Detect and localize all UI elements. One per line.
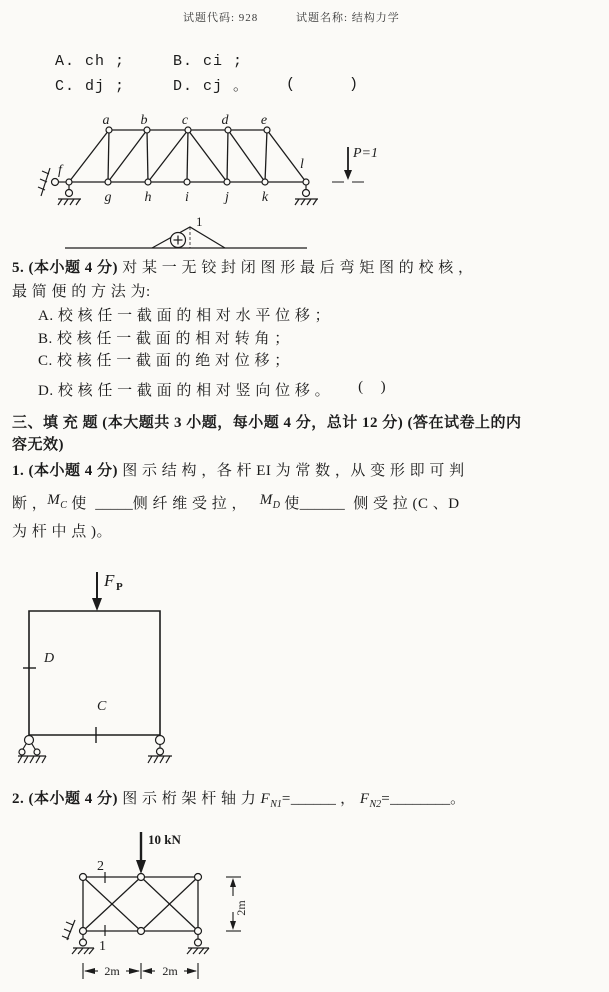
fn2-symbol (359, 791, 382, 810)
moment-c-symbol (47, 492, 67, 511)
truss1-right-support (295, 185, 318, 205)
fp-sub: P (116, 581, 123, 593)
truss2-figure (40, 822, 265, 990)
header-exam-name: 试题名称: 结构力学 (296, 12, 400, 24)
frame-label-d: D (44, 651, 55, 666)
fp-base: F (104, 571, 115, 590)
node-label-k: k (261, 190, 269, 205)
q2-number-score: 2. (本小题 4 分) (12, 791, 123, 807)
q4-option-a: A. ch ; (55, 53, 126, 70)
truss1-figure (28, 112, 388, 264)
q1-blank-2: ______ (299, 496, 345, 512)
node-label-h: h (144, 190, 152, 205)
q2-blank-2: ________ (390, 791, 451, 807)
q1-line2 (12, 494, 460, 520)
moment-d-symbol (259, 492, 280, 511)
unit-load-label: P=1 (353, 146, 378, 161)
unit-load-arrow (332, 146, 378, 182)
mc-sub: C (60, 500, 67, 511)
q5-option-d-line (38, 381, 386, 401)
truss2-load-label: 10 kN (148, 832, 181, 847)
q1-line3: 为 杆 中 点 )。 (12, 524, 112, 540)
frame-label-c: C (97, 699, 107, 714)
node-label-g: g (104, 190, 112, 205)
frame-outline (29, 611, 160, 735)
q1-l2-c: 使 (279, 496, 300, 512)
member-1-label: 1 (99, 939, 106, 954)
q2-separator: ， (335, 791, 360, 807)
q2-line (12, 789, 466, 815)
frame-point-labels (23, 651, 107, 743)
q1-l2-prefix: 断 ， (12, 496, 48, 512)
node-label-c: c (181, 113, 189, 128)
mc-base: M (47, 492, 61, 508)
member-2-label: 2 (97, 859, 104, 874)
truss2-member-labels (97, 859, 106, 954)
q5-option-b: B. 校 核 任 一 截 面 的 相 对 转 角 ； (38, 331, 290, 347)
q4-answer-blank: ( ) (286, 76, 359, 93)
q5-line1 (12, 258, 474, 278)
truss2-load-arrow (136, 832, 181, 874)
q1-stem-part1: 图 示 结 构 ，各 杆 EI 为 常 数 ，从 变 形 即 可 判 (122, 463, 465, 479)
q5-number-score: 5. (本小题 4 分) (12, 260, 123, 276)
q2-stem: 图 示 桁 架 杆 轴 力 (122, 791, 261, 807)
dim-bottom-right-label: 2m (162, 964, 178, 978)
truss2-bottom-dimension (83, 963, 198, 979)
node-label-a: a (102, 113, 110, 128)
header-exam-code: 试题代码: 928 (183, 12, 259, 24)
frame-left-support (18, 736, 46, 764)
fn1-symbol (260, 791, 282, 810)
q1-line1 (12, 461, 465, 481)
q1-blank-1: _____ (95, 496, 133, 512)
fn2-sub: N2 (369, 799, 382, 810)
q2-end: 。 (450, 791, 466, 807)
truss2-joints (80, 874, 202, 935)
fn2-base: F (359, 791, 370, 807)
node-label-d: d (221, 113, 229, 128)
truss2-members (83, 877, 198, 931)
frame-load-arrow (92, 571, 123, 611)
q5-line2: 最 简 便 的 方 法 为: (12, 284, 151, 300)
q5-option-d: D. 校 核 任 一 截 面 的 相 对 竖 向 位 移 。 (38, 383, 331, 399)
q2-eq1: = (281, 791, 291, 807)
q4-option-c: C. dj ; (55, 78, 126, 95)
q2-blank-1: ______ (290, 791, 336, 807)
section3-heading-line1: 三、填 充 题 (本大题共 3 小题，每小题 4 分，总计 12 分) (答在试卷上的内 (12, 415, 522, 431)
frame-figure (18, 558, 208, 773)
influence-line (65, 214, 307, 248)
q1-number-score: 1. (本小题 4 分) (12, 463, 123, 479)
influence-peak-value: 1 (196, 214, 203, 229)
fn1-sub: N1 (270, 799, 282, 810)
dim-right-label: 2m (234, 900, 248, 916)
q5-option-c: C. 校 核 任 一 截 面 的 绝 对 位 移 ； (38, 353, 290, 369)
truss2-right-dimension (226, 877, 248, 931)
fn1-base: F (260, 791, 271, 807)
truss2-right-support (187, 935, 209, 955)
node-label-j: j (225, 190, 229, 205)
q2-eq2: = (381, 791, 391, 807)
q4-option-d: D. cj 。 (173, 78, 250, 95)
q1-l2-a: 使 (66, 496, 96, 512)
frame-right-support (148, 736, 172, 764)
q4-option-b: B. ci ; (173, 53, 244, 70)
dim-bottom-left-label: 2m (104, 964, 120, 978)
node-label-b: b (140, 113, 148, 128)
node-label-e: e (260, 113, 268, 128)
q5-answer-blank: ( ) (358, 379, 387, 395)
q5-option-a: A. 校 核 任 一 截 面 的 相 对 水 平 位 移 ； (38, 308, 331, 324)
node-label-i: i (185, 190, 189, 205)
node-label-f: f (58, 163, 62, 178)
truss1-members (69, 130, 306, 182)
md-base: M (259, 492, 273, 508)
section3-heading-line2: 容无效) (12, 437, 64, 453)
q1-l2-b: 侧 纤 维 受 拉 ， (132, 496, 260, 512)
q5-stem-part1: 对 某 一 无 铰 封 闭 图 形 最 后 弯 矩 图 的 校 核 ， (122, 260, 474, 276)
md-sub: D (272, 500, 280, 511)
q1-l2-d: 侧 受 拉 (C 、D (344, 496, 460, 512)
node-label-l: l (300, 157, 304, 172)
